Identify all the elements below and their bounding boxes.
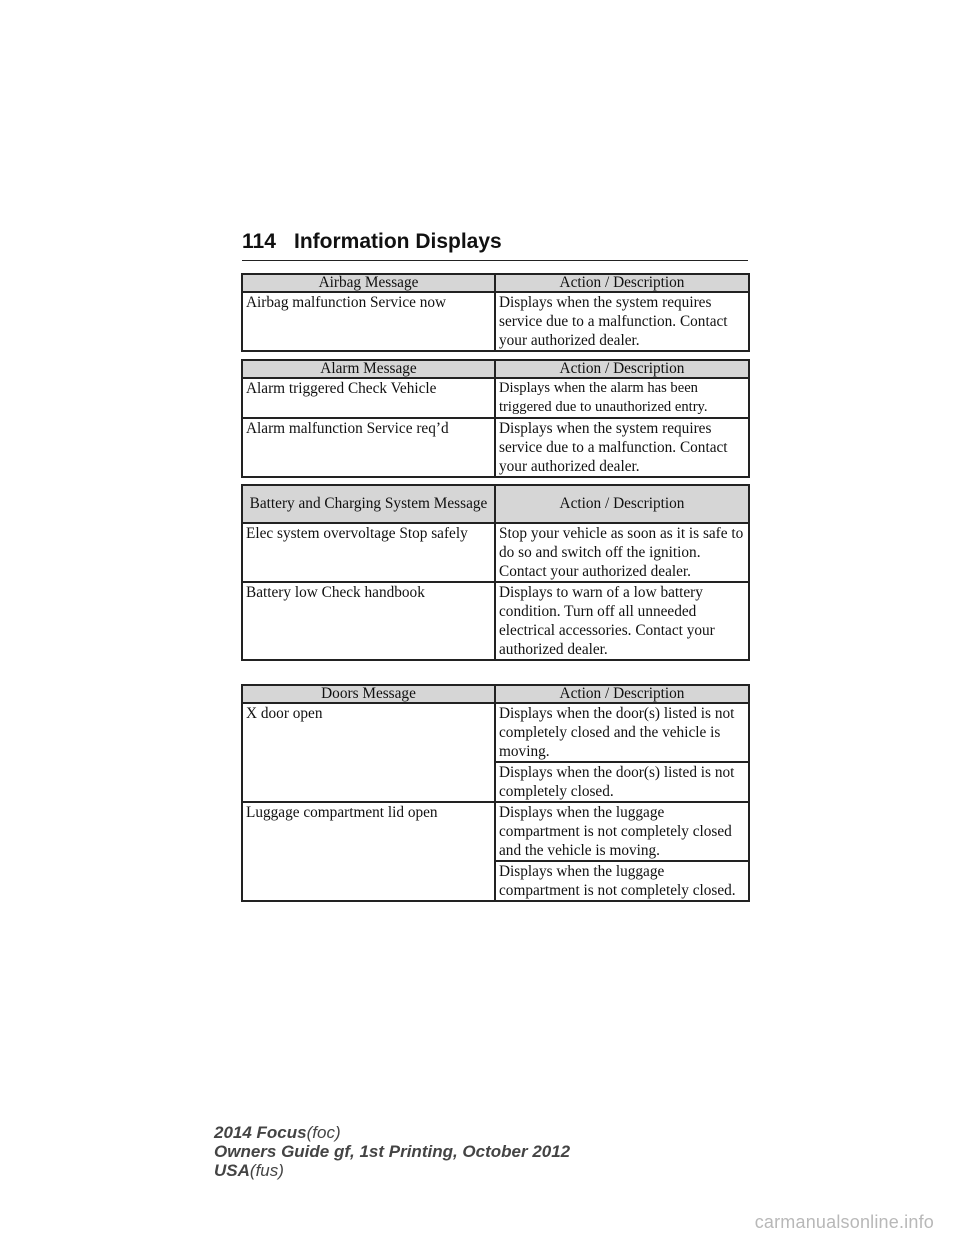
table-header-row — [242, 485, 749, 523]
message-cell: Alarm triggered Check Vehicle — [242, 378, 495, 418]
column-header: Airbag Message — [242, 274, 495, 292]
table-row — [242, 418, 749, 477]
action-cell: Displays when the system requires service due to a malfunction. Contact your authorized dealer. — [495, 292, 749, 351]
message-cell: Alarm malfunction Service req’d — [242, 418, 495, 477]
table-header-row — [242, 274, 749, 292]
page-header — [242, 230, 748, 261]
column-header: Action / Description — [495, 274, 749, 292]
column-header: Alarm Message — [242, 360, 495, 378]
battery-message-table — [241, 484, 750, 661]
column-header: Doors Message — [242, 685, 495, 703]
footer-market-code: (fus) — [249, 1161, 284, 1180]
footer-guide: Owners Guide gf, 1st Printing, October 2012 — [214, 1142, 571, 1161]
action-cell: Displays when the system requires service due to a malfunction. Contact your authorized dealer. — [495, 418, 749, 477]
message-cell: Battery low Check handbook — [242, 582, 495, 660]
action-cell: Stop your vehicle as soon as it is safe to do so and switch off the ignition. Contact your authorized dealer. — [495, 523, 749, 582]
message-cell: X door open — [242, 703, 495, 802]
table-row — [242, 523, 749, 582]
action-cell: Displays to warn of a low battery condition. Turn off all unneeded electrical accessories. Contact your authorized dealer. — [495, 582, 749, 660]
message-cell: Luggage compartment lid open — [242, 802, 495, 901]
column-header: Battery and Charging System Message — [242, 485, 495, 523]
action-cell: Displays when the door(s) listed is not completely closed. — [495, 762, 749, 802]
footer-line — [214, 1142, 570, 1161]
doors-message-table — [241, 684, 750, 902]
action-cell: Displays when the luggage compartment is not completely closed. — [495, 861, 749, 901]
action-cell: Displays when the alarm has been triggered due to unauthorized entry. — [495, 378, 749, 418]
watermark: carmanualsonline.info — [754, 1212, 934, 1232]
airbag-message-table — [241, 273, 750, 352]
message-cell: Airbag malfunction Service now — [242, 292, 495, 351]
page-number: 114 — [242, 230, 276, 253]
footer-model: 2014 Focus — [214, 1123, 307, 1142]
action-cell: Displays when the luggage compartment is not completely closed and the vehicle is moving. — [495, 802, 749, 861]
footer-line — [214, 1161, 570, 1180]
footer-market: USA — [214, 1161, 250, 1180]
message-cell: Elec system overvoltage Stop safely — [242, 523, 495, 582]
table-header-row — [242, 685, 749, 703]
table-row — [242, 582, 749, 660]
footer-line — [214, 1123, 570, 1142]
table-row — [242, 802, 749, 861]
action-cell: Displays when the door(s) listed is not completely closed and the vehicle is moving. — [495, 703, 749, 762]
column-header: Action / Description — [495, 360, 749, 378]
table-header-row — [242, 360, 749, 378]
table-row — [242, 378, 749, 418]
section-title: Information Displays — [294, 230, 502, 253]
table-row — [242, 292, 749, 351]
column-header: Action / Description — [495, 485, 749, 523]
table-row — [242, 703, 749, 762]
footer-model-code: (foc) — [306, 1123, 341, 1142]
document-footer — [214, 1123, 570, 1180]
column-header: Action / Description — [495, 685, 749, 703]
alarm-message-table — [241, 359, 750, 478]
